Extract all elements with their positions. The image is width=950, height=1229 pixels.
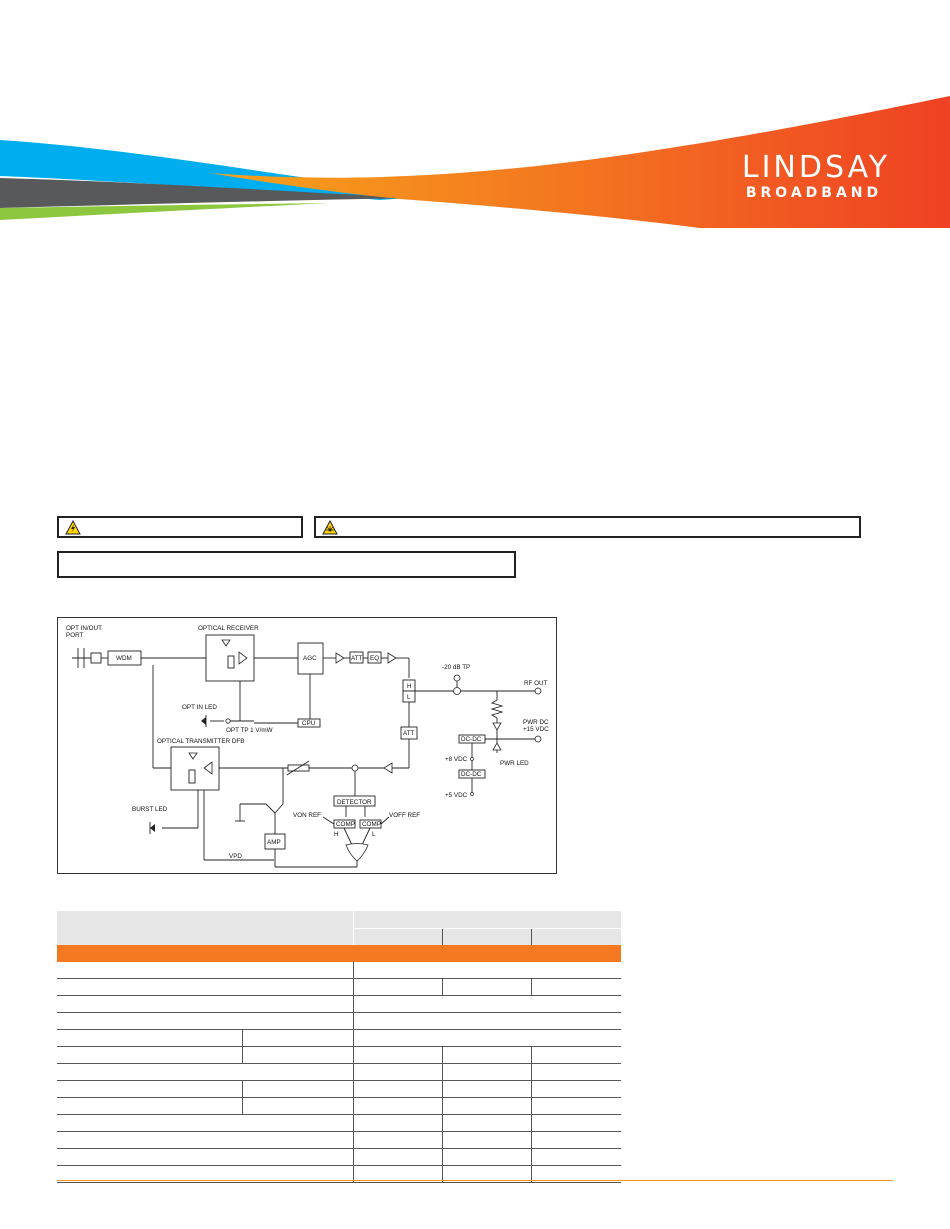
- opt-in-led-label: OPT IN LED: [182, 704, 217, 711]
- detector-label: DETECTOR: [337, 799, 372, 806]
- table-row: [57, 1098, 621, 1115]
- cpu-label: CPU: [302, 720, 316, 727]
- table-row: [57, 1115, 621, 1132]
- vdc5-label: +5 VDC: [445, 792, 468, 799]
- laser-radiation-warning-icon: [322, 520, 338, 535]
- opt-tp-label: OPT TP 1 V/mW: [226, 727, 273, 734]
- optical-transmitter-label: OPTICAL TRANSMITTER DFB: [157, 738, 245, 745]
- table-row: [57, 1081, 621, 1098]
- dcdc-2-label: DC-DC: [461, 771, 482, 778]
- table-row: [57, 1013, 621, 1030]
- logo-wordmark: LINDSAY: [741, 150, 891, 185]
- vdc8-label: +8 VDC: [445, 756, 468, 763]
- spec-table: [57, 911, 621, 1183]
- comp-l-label: L: [372, 831, 376, 838]
- dcdc-1-label: DC-DC: [461, 736, 482, 743]
- high-voltage-warning-icon: [65, 520, 81, 535]
- table-row: [57, 1047, 621, 1064]
- port-connector: [91, 653, 101, 663]
- port-label: PORT: [66, 632, 84, 639]
- pwr-led-label: PWR LED: [500, 760, 529, 767]
- table-header-row-1: [57, 911, 621, 928]
- amp-label: AMP: [267, 839, 281, 846]
- vpd-label: VPD: [229, 853, 242, 860]
- vdc15-label: +15 VDC: [523, 726, 549, 733]
- eq-label: EQ: [370, 655, 380, 662]
- optical-receiver-label: OPTICAL RECEIVER: [198, 625, 259, 632]
- comp-h-label: H: [334, 831, 339, 838]
- logo-subwordmark: BROADBAND: [745, 185, 883, 201]
- tp20-label: -20 dB TP: [442, 664, 471, 671]
- electrical-warning-box: [57, 516, 303, 538]
- laser-warning-box: [314, 516, 861, 538]
- gate-symbol: [346, 844, 368, 862]
- rf-out-label: RF OUT: [524, 680, 548, 687]
- burst-led-label: BURST LED: [132, 806, 168, 813]
- comp-2-label: COMP: [362, 821, 381, 828]
- voff-ref-label: VOFF REF: [389, 812, 421, 819]
- von-ref-label: VON REF: [293, 812, 321, 819]
- notice-box: [57, 551, 516, 578]
- table-row: [57, 962, 621, 979]
- table-row: [57, 1149, 621, 1166]
- table-row: [57, 979, 621, 996]
- table-row: [57, 1132, 621, 1149]
- table-row: [57, 1030, 621, 1047]
- att-top-label: ATT: [351, 655, 363, 662]
- table-section-row: [57, 945, 621, 962]
- diplexer-l-label: L: [407, 694, 411, 701]
- wdm-label: WDM: [116, 655, 132, 662]
- opt-port-label: OPT IN/OUT: [66, 625, 102, 632]
- table-row: [57, 996, 621, 1013]
- att-mid-label: ATT: [403, 730, 415, 737]
- comp-1-label: COMP: [336, 821, 355, 828]
- footer-rule: [57, 1180, 893, 1181]
- diplexer-h-label: H: [407, 683, 412, 690]
- agc-label: AGC: [303, 655, 317, 662]
- block-diagram: [57, 617, 557, 874]
- table-row: [57, 1064, 621, 1081]
- pwr-dc-label: PWR DC: [523, 719, 549, 726]
